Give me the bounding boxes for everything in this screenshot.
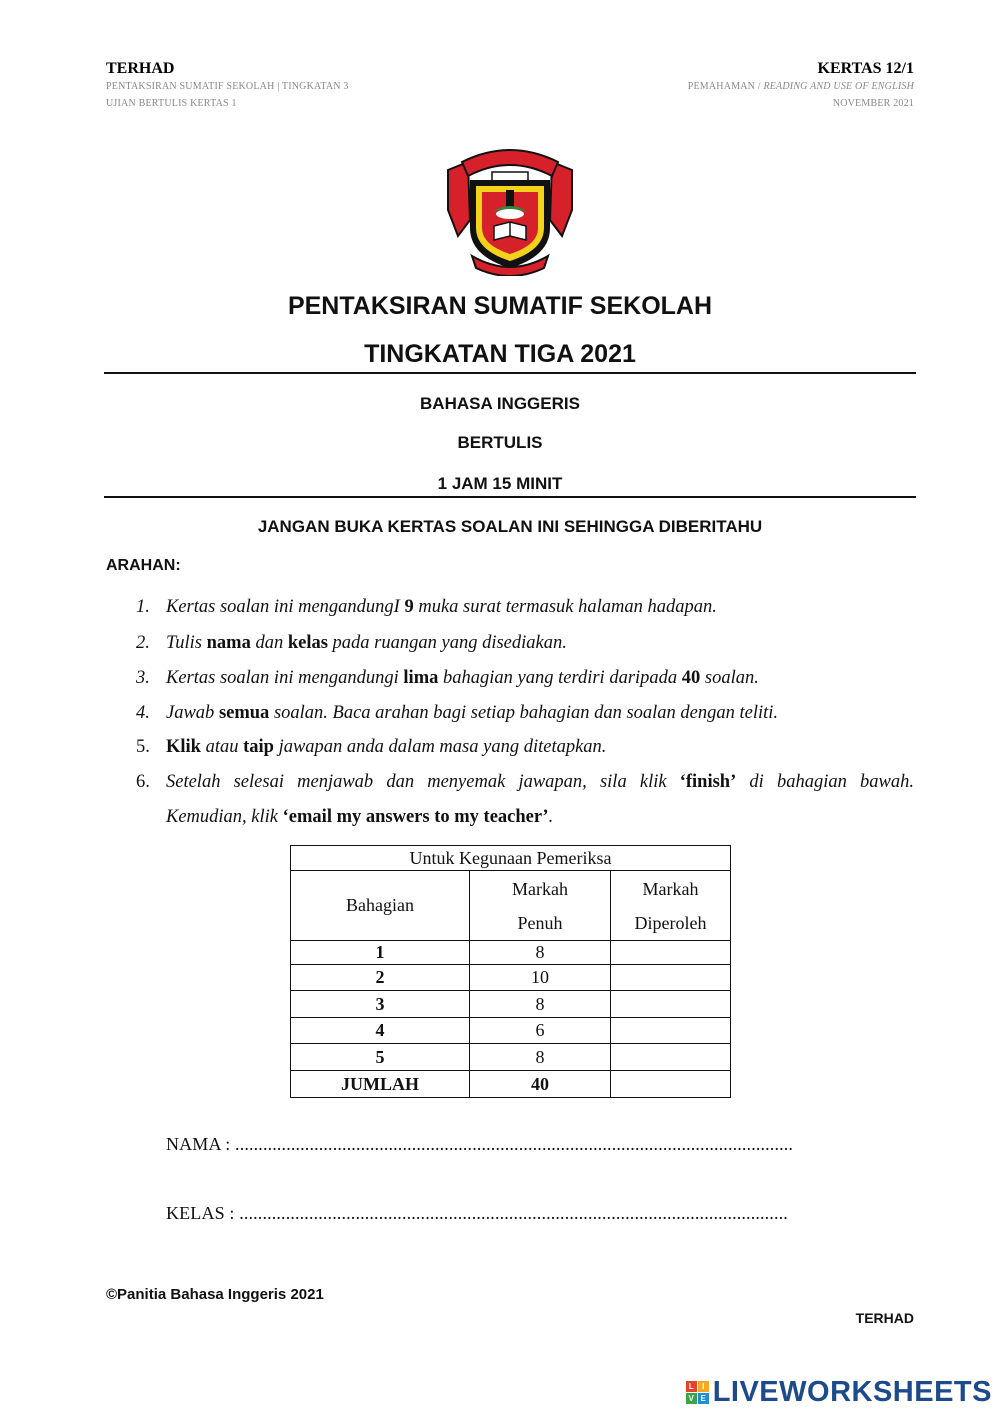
total-obtained[interactable] xyxy=(611,1071,731,1098)
divider-top xyxy=(104,372,916,374)
instruction-number: 1. xyxy=(136,597,150,617)
row-full-marks: 6 xyxy=(470,1018,611,1044)
header-section: Bahagian xyxy=(291,871,470,941)
instruction-text: Klik atau taip jawapan anda dalam masa yang ditetapkan. xyxy=(166,737,607,757)
row-obtained-marks[interactable] xyxy=(611,991,731,1018)
row-section: 1 xyxy=(291,941,470,965)
row-obtained-marks[interactable] xyxy=(611,1044,731,1071)
instruction-text: Jawab semua soalan. Baca arahan bagi setiap bahagian dan soalan dengan teliti. xyxy=(166,703,779,723)
instruction-number: 4. xyxy=(136,703,150,723)
header-component-en: READING AND USE OF ENGLISH xyxy=(763,81,914,92)
table-row xyxy=(291,1018,731,1044)
exam-title: PENTAKSIRAN SUMATIF SEKOLAH xyxy=(287,292,713,320)
header-paper-name: UJIAN BERTULIS KERTAS 1 xyxy=(106,98,237,109)
name-field[interactable]: NAMA : ........................................................................................................................ xyxy=(166,1134,794,1154)
liveworksheets-text: LIVEWORKSHEETS xyxy=(712,1376,992,1408)
divider-bottom xyxy=(104,496,916,498)
instruction-text: Kertas soalan ini mengandungi lima bahagian yang terdiri daripada 40 soalan. xyxy=(166,668,759,688)
instruction-text: Kertas soalan ini mengandungI 9 muka surat termasuk halaman hadapan. xyxy=(166,597,717,617)
instruction-number: 2. xyxy=(136,633,150,653)
row-full-marks: 8 xyxy=(470,941,611,965)
instruction-number: 6. xyxy=(136,772,150,792)
row-section: 3 xyxy=(291,991,470,1018)
total-label: JUMLAH xyxy=(291,1071,470,1098)
liveworksheets-logo-icon: L I V E xyxy=(686,1381,709,1404)
header-full-marks: Markah Penuh xyxy=(470,871,611,941)
header-paper-code: KERTAS 12/1 xyxy=(817,60,914,77)
subject-name: BAHASA INGGERIS xyxy=(420,394,580,413)
row-obtained-marks[interactable] xyxy=(611,965,731,991)
instructions-heading: ARAHAN: xyxy=(106,557,181,574)
row-section: 2 xyxy=(291,965,470,991)
row-full-marks: 8 xyxy=(470,991,611,1018)
header-paper-component xyxy=(688,78,914,95)
header-left xyxy=(106,60,349,112)
school-crest-logo xyxy=(440,140,580,276)
row-section: 5 xyxy=(291,1044,470,1071)
header-component-ms: PEMAHAMAN / xyxy=(687,81,764,92)
header-exam-name: PENTAKSIRAN SUMATIF SEKOLAH | TINGKATAN 3 xyxy=(106,81,349,92)
marks-table xyxy=(290,845,731,1098)
instruction-number: 5. xyxy=(136,737,150,757)
warning-text: JANGAN BUKA KERTAS SOALAN INI SEHINGGA DIBERITAHU xyxy=(257,517,763,536)
table-total-row xyxy=(291,1071,731,1098)
row-full-marks: 8 xyxy=(470,1044,611,1071)
header-classification: TERHAD xyxy=(106,60,175,77)
paper-type: BERTULIS xyxy=(457,433,543,452)
instruction-text: Setelah selesai menjawab dan menyemak jawapan, sila klik ‘finish’ di bahagian bawah. xyxy=(166,772,914,792)
row-full-marks: 10 xyxy=(470,965,611,991)
footer-classification: TERHAD xyxy=(855,1310,914,1326)
header-date: NOVEMBER 2021 xyxy=(832,98,914,109)
liveworksheets-watermark xyxy=(686,1376,992,1409)
instruction-number: 3. xyxy=(136,668,150,688)
instruction-text-continued: Kemudian, klik ‘email my answers to my teacher’. xyxy=(166,807,554,827)
row-obtained-marks[interactable] xyxy=(611,1018,731,1044)
exam-subtitle: TINGKATAN TIGA 2021 xyxy=(364,340,636,368)
header-right xyxy=(688,60,914,112)
table-caption: Untuk Kegunaan Pemeriksa xyxy=(291,846,731,871)
instruction-text: Tulis nama dan kelas pada ruangan yang disediakan. xyxy=(166,633,567,653)
table-row xyxy=(291,965,731,991)
exam-duration: 1 JAM 15 MINIT xyxy=(437,474,563,493)
table-row xyxy=(291,1044,731,1071)
row-section: 4 xyxy=(291,1018,470,1044)
row-obtained-marks[interactable] xyxy=(611,941,731,965)
total-value: 40 xyxy=(470,1071,611,1098)
table-row xyxy=(291,991,731,1018)
table-row xyxy=(291,941,731,965)
header-obtained-marks: Markah Diperoleh xyxy=(611,871,731,941)
class-field[interactable]: KELAS : ...................................................................................................................... xyxy=(166,1203,788,1223)
copyright-text: ©Panitia Bahasa Inggeris 2021 xyxy=(106,1286,324,1303)
